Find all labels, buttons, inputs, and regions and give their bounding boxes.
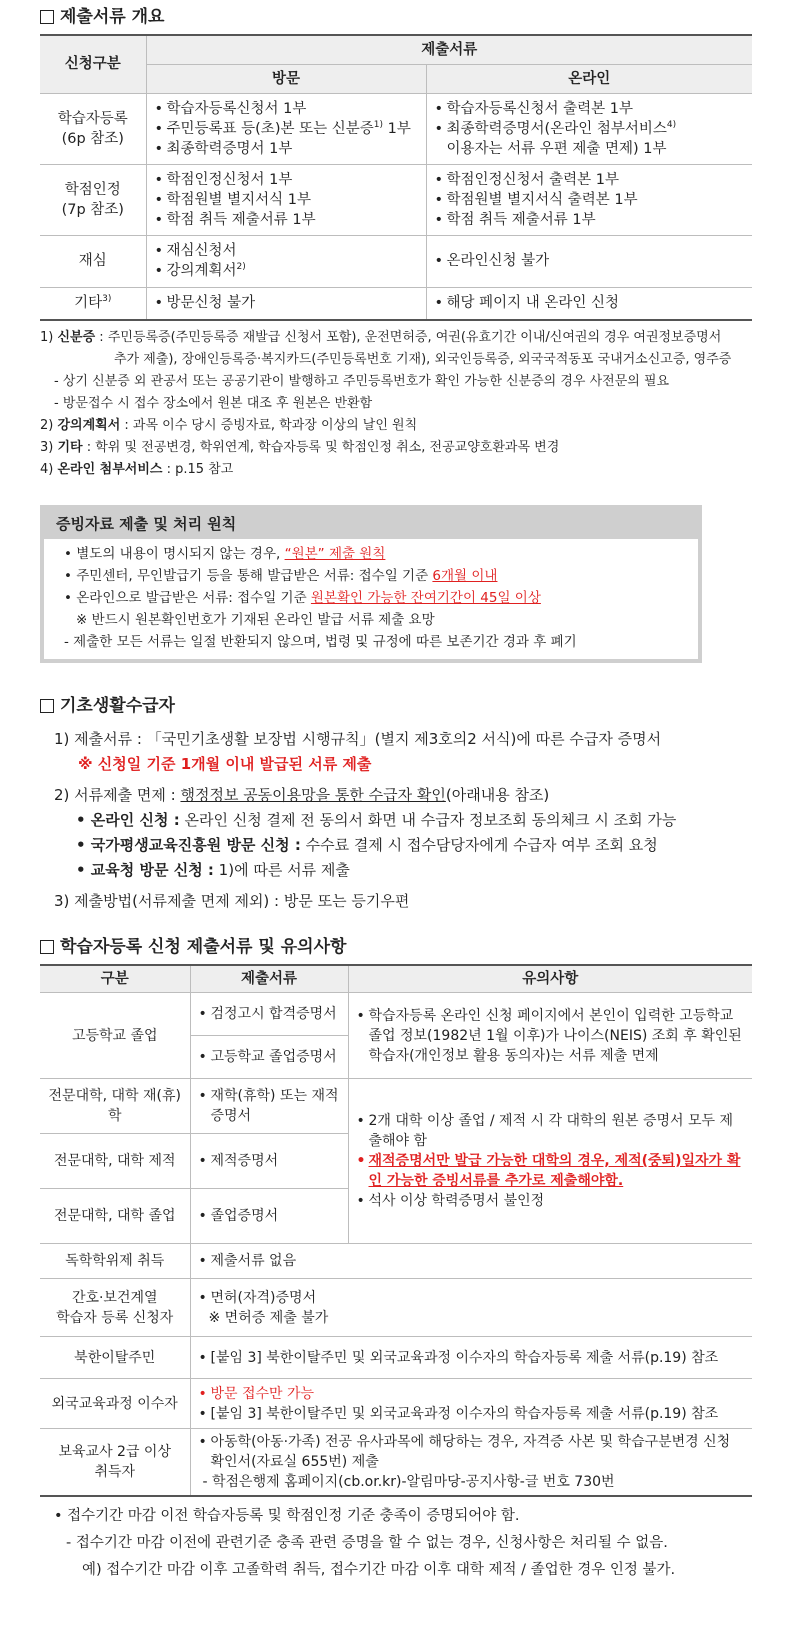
footnotes xyxy=(40,327,800,481)
list-item: • 아동학(아동·가족) 전공 유사과목에 해당하는 경우, 자격증 사본 및 학습구분변경 신청 확인서(자료실 655번) 제출 xyxy=(199,1432,745,1472)
list-item: • 학습자등록신청서 출력본 1부 xyxy=(435,99,745,119)
visit-docs-cell xyxy=(146,235,426,287)
section-title-text: 학습자등록 신청 제출서류 및 유의사항 xyxy=(60,937,347,957)
list-item: • 석사 이상 학력증명서 불인정 xyxy=(357,1191,745,1211)
table-row xyxy=(40,1429,752,1497)
category-cell: 기타$^{3)}$ xyxy=(40,287,146,320)
table-row xyxy=(40,1244,752,1279)
online-docs-cell xyxy=(426,93,752,164)
header-visit: 방문 xyxy=(146,64,426,93)
notes-cell xyxy=(348,993,752,1079)
list-item: • 최종학력증명서 1부 xyxy=(155,139,418,159)
docs-cell xyxy=(190,1244,752,1279)
list-item: • 학점 취득 제출서류 1부 xyxy=(435,210,745,230)
list-item: • 학점인정신청서 1부 xyxy=(155,170,418,190)
table-row xyxy=(40,287,752,320)
item-line: • 교육청 방문 신청 : 1)에 따른 서류 제출 xyxy=(76,861,350,879)
docs-cell: • 아동학(아동·가족) 전공 유사과목에 해당하는 경우, 자격증 사본 및 학습구분변경 신청 확인서(자료실 655번) 제출 - 학점은행제 홈페이지(cb.or.kr)-알림마당-공지사항-글 번호 730번 xyxy=(190,1429,752,1497)
category-cell: 전문대학, 대학 제적 xyxy=(40,1134,190,1189)
category-cell: 전문대학, 대학 졸업 xyxy=(40,1189,190,1244)
list-item: • 고등학교 졸업증명서 xyxy=(199,1047,340,1067)
docs-cell xyxy=(190,1079,348,1134)
list-item: • 해당 페이지 내 온라인 신청 xyxy=(435,293,745,313)
list-item: • 학점인정신청서 출력본 1부 xyxy=(435,170,745,190)
category-cell: 독학학위제 취득 xyxy=(40,1244,190,1279)
category-cell: 북한이탈주민 xyxy=(40,1337,190,1379)
list-item: • 재학(휴학) 또는 재적증명서 xyxy=(199,1086,340,1126)
item-line: 2) 서류제출 면제 : 행정정보 공동이용망을 통한 수급자 확인(아래내용 참조) xyxy=(54,786,550,804)
category-cell: 고등학교 졸업 xyxy=(40,993,190,1079)
category-cell: 학습자등록 (6p 참조) xyxy=(40,93,146,164)
footnote-2: 2) 강의계획서 : 과목 이수 당시 증빙자료, 학과장 이상의 날인 원칙 xyxy=(40,418,418,433)
docs-cell xyxy=(190,1189,348,1244)
item-line: 1) 제출서류 : 「국민기초생활 보장법 시행규칙」(별지 제3호의2 서식)에 따른 수급자 증명서 xyxy=(54,730,662,748)
list-item: • [붙임 3] 북한이탈주민 및 외국교육과정 이수자의 학습자등록 제출 서류(p.19) 참조 xyxy=(199,1404,745,1424)
table-row xyxy=(40,235,752,287)
basic-livelihood-content xyxy=(40,727,800,914)
online-docs-cell xyxy=(426,164,752,235)
footnote-1-cont: 추가 제출), 장애인등록증·복지카드(주민등록번호 기재), 외국인등록증, 외국국적동포 국내거소신고증, 영주증 xyxy=(114,352,732,367)
category-cell: 학점인정 (7p 참조) xyxy=(40,164,146,235)
item-line: 3) 제출방법(서류제출 면제 제외) : 방문 또는 등기우편 xyxy=(54,892,410,910)
table-row xyxy=(40,93,752,164)
header-notes: 유의사항 xyxy=(348,965,752,993)
header-category: 구분 xyxy=(40,965,190,993)
list-item: • 검정고시 합격증명서 xyxy=(199,1004,340,1024)
box-line: - 제출한 모든 서류는 일절 반환되지 않으며, 법령 및 규정에 따른 보존기간 경과 후 폐기 xyxy=(64,634,577,650)
visit-docs-cell xyxy=(146,93,426,164)
list-item: • 강의계획서$^{2)}$ xyxy=(155,261,418,281)
item-line: • 온라인 신청 : 온라인 신청 결제 전 동의서 화면 내 수급자 정보조회 동의체크 시 조회 가능 xyxy=(76,811,677,829)
list-item: • 학점원별 별지서식 1부 xyxy=(155,190,418,210)
section-title-overview xyxy=(40,0,800,34)
box-line: • 별도의 내용이 명시되지 않는 경우, “원본” 제출 원칙 xyxy=(64,546,386,562)
list-item: • 제출서류 없음 xyxy=(199,1251,745,1271)
footnote-1-sub: - 방문접수 시 접수 장소에서 원본 대조 후 원본은 반환함 xyxy=(54,396,373,411)
checkbox-square-icon xyxy=(40,10,54,24)
table-row xyxy=(40,1079,752,1134)
visit-docs-cell xyxy=(146,164,426,235)
item-line: • 국가평생교육진흥원 방문 신청 : 수수료 결제 시 접수담당자에게 수급자 여부 조회 요청 xyxy=(76,836,658,854)
visit-docs-cell xyxy=(146,287,426,320)
header-category: 신청구분 xyxy=(40,35,146,93)
docs-cell xyxy=(190,993,348,1036)
list-item: • 학점원별 별지서식 출력본 1부 xyxy=(435,190,745,210)
overview-table xyxy=(40,34,752,321)
box-line: ※ 반드시 원본확인번호가 기재된 온라인 발급 서류 제출 요망 xyxy=(76,612,435,628)
final-line: • 접수기간 마감 이전 학습자등록 및 학점인정 기준 충족이 증명되어야 함. xyxy=(54,1508,520,1524)
header-documents: 제출서류 xyxy=(146,35,752,64)
list-item: • 재심신청서 xyxy=(155,241,418,261)
final-line: 예) 접수기간 마감 이후 고졸학력 취득, 접수기간 마감 이후 대학 제적 / 졸업한 경우 인정 불가. xyxy=(82,1562,676,1578)
list-item: • [붙임 3] 북한이탈주민 및 외국교육과정 이수자의 학습자등록 제출 서류(p.19) 참조 xyxy=(199,1348,745,1368)
footnote-1: 1) 신분증 : 주민등록증(주민등록증 재발급 신청서 포함), 운전면허증, 여권(유효기간 이내/신여권의 경우 여권정보증명서 xyxy=(40,330,722,345)
table-row xyxy=(40,164,752,235)
docs-cell: • 면허(자격)증명서 ※ 면허증 제출 불가 xyxy=(190,1279,752,1337)
table-row xyxy=(40,993,752,1036)
docs-cell xyxy=(190,1337,752,1379)
list-item: • 면허(자격)증명서 xyxy=(199,1288,745,1308)
final-notes xyxy=(40,1503,800,1584)
online-docs-cell xyxy=(426,287,752,320)
list-item: • 학습자등록신청서 1부 xyxy=(155,99,418,119)
section-title-basic-livelihood xyxy=(40,689,800,723)
item-line: ※ 신청일 기준 1개월 이내 발급된 서류 제출 xyxy=(78,755,372,773)
final-line: - 접수기간 마감 이전에 관련기준 충족 관련 증명을 할 수 없는 경우, 신청사항은 처리될 수 없음. xyxy=(66,1535,668,1551)
notes-cell xyxy=(348,1079,752,1244)
registration-table xyxy=(40,964,752,1497)
list-item: • 학습자등록 온라인 신청 페이지에서 본인이 입력한 고등학교 졸업 정보(1982년 1월 이후)가 나이스(NEIS) 조회 후 확인된 학습자(개인정보 활용 동의자)는 서류 제출 면제 xyxy=(357,1006,745,1066)
category-cell: 외국교육과정 이수자 xyxy=(40,1379,190,1429)
docs-cell xyxy=(190,1379,752,1429)
list-item: • 최종학력증명서(온라인 첨부서비스$^{4)}$ 이용자는 서류 우편 제출 면제) 1부 xyxy=(435,119,745,159)
list-item: • 졸업증명서 xyxy=(199,1206,340,1226)
footnote-4: 4) 온라인 첨부서비스 : p.15 참고 xyxy=(40,462,234,477)
checkbox-square-icon xyxy=(40,699,54,713)
category-cell: 재심 xyxy=(40,235,146,287)
table-row xyxy=(40,1337,752,1379)
online-docs-cell xyxy=(426,235,752,287)
list-item: • 학점 취득 제출서류 1부 xyxy=(155,210,418,230)
docs-cell xyxy=(190,1036,348,1079)
section-title-registration xyxy=(40,930,800,964)
list-item: • 방문신청 불가 xyxy=(155,293,418,313)
list-item: • 재적증명서만 발급 가능한 대학의 경우, 제적(중퇴)일자가 확인 가능한 증빙서류를 추가로 제출해야함. xyxy=(357,1151,745,1191)
section-title-text: 기초생활수급자 xyxy=(60,696,175,716)
checkbox-square-icon xyxy=(40,940,54,954)
header-documents: 제출서류 xyxy=(190,965,348,993)
footnote-1-sub: - 상기 신분증 외 관공서 또는 공공기관이 발행하고 주민등록번호가 확인 가능한 신분증의 경우 사전문의 필요 xyxy=(54,374,670,389)
section-title-text: 제출서류 개요 xyxy=(60,7,165,27)
docs-cell xyxy=(190,1134,348,1189)
category-cell: 전문대학, 대학 재(휴)학 xyxy=(40,1079,190,1134)
category-cell: 간호·보건계열 학습자 등록 신청자 xyxy=(40,1279,190,1337)
table-row xyxy=(40,1279,752,1337)
list-item: • 방문 접수만 가능 xyxy=(199,1384,745,1404)
box-line: • 주민센터, 무인발급기 등을 통해 발급받은 서류: 접수일 기준 6개월 이내 xyxy=(64,568,498,584)
table-row xyxy=(40,1379,752,1429)
list-item: • 온라인신청 불가 xyxy=(435,251,745,271)
list-item: • 제적증명서 xyxy=(199,1151,340,1171)
evidence-principles-box xyxy=(40,505,702,663)
category-cell: 보육교사 2급 이상 취득자 xyxy=(40,1429,190,1497)
header-online: 온라인 xyxy=(426,64,752,93)
list-item: • 주민등록표 등(초)본 또는 신분증$^{1)}$ 1부 xyxy=(155,119,418,139)
box-line: • 온라인으로 발급받은 서류: 접수일 기준 원본확인 가능한 잔여기간이 45일 이상 xyxy=(64,590,541,606)
box-title: 증빙자료 제출 및 처리 원칙 xyxy=(44,509,698,539)
list-item: • 2개 대학 이상 졸업 / 제적 시 각 대학의 원본 증명서 모두 제출해야 함 xyxy=(357,1111,745,1151)
footnote-3: 3) 기타 : 학위 및 전공변경, 학위연계, 학습자등록 및 학점인정 취소, 전공교양호환과목 변경 xyxy=(40,440,560,455)
